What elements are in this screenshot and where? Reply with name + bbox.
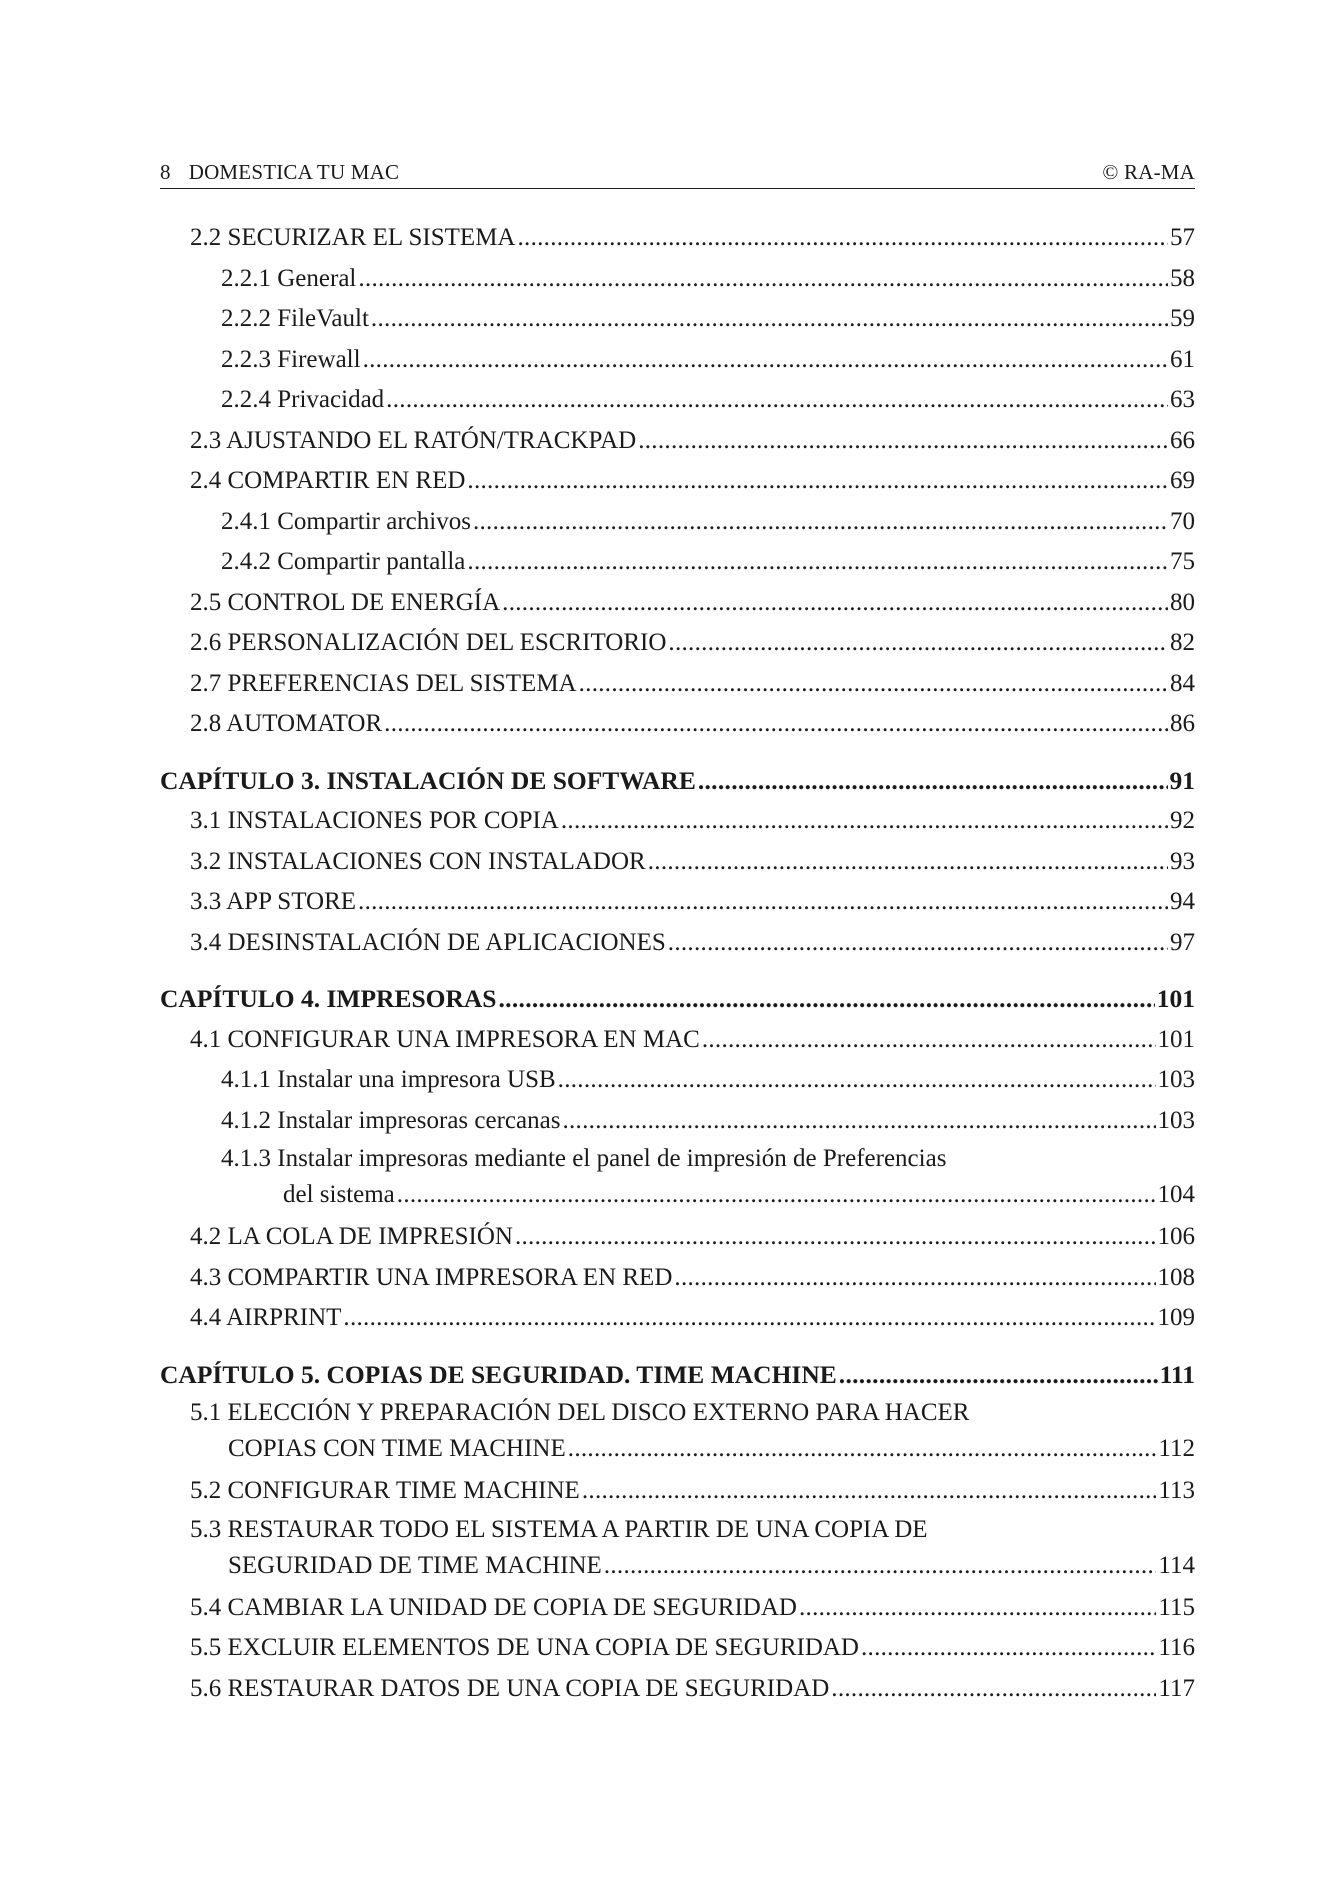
toc-title: 2.2.3 Firewall [221,345,361,373]
toc-title: 4.3 COMPARTIR UNA IMPRESORA EN RED [190,1263,673,1291]
toc-page-number: 57 [1170,224,1195,251]
toc-subsection[interactable] [160,299,1195,340]
toc-title-continuation: SEGURIDAD DE TIME MACHINE [228,1551,602,1579]
toc-section[interactable] [160,842,1195,883]
book-title: DOMESTICA TU MAC [188,160,400,184]
toc-page-number: 111 [1159,1359,1195,1389]
toc-page-number: 61 [1170,345,1195,373]
toc-title: 5.3 RESTAURAR TODO EL SISTEMA A PARTIR DE UNA COPIA DE [190,1515,928,1543]
page-number: 8 [160,160,171,184]
toc-title: 3.4 DESINSTALACIÓN DE APLICACIONES [190,928,666,956]
dot-leader [579,664,1168,705]
toc-section[interactable] [160,218,1195,259]
toc-title-continuation: COPIAS CON TIME MACHINE [228,1435,566,1462]
toc-subsection[interactable] [160,1141,1195,1213]
dot-leader [515,1217,1156,1258]
toc-title-continuation-line [190,1431,1195,1467]
toc-title: CAPÍTULO 5. COPIAS DE SEGURIDAD. TIME MACHINE [160,1359,837,1389]
toc-page-number: 116 [1158,1634,1195,1661]
dot-leader [467,461,1168,502]
toc-section[interactable] [160,704,1195,745]
header-rule [160,188,1195,189]
toc-page-number: 86 [1170,710,1195,737]
dot-leader [674,1258,1155,1299]
toc-title: 3.1 INSTALACIONES POR COPIA [190,807,559,834]
dot-leader [363,340,1168,381]
toc-page-number: 63 [1170,386,1195,413]
dot-leader [668,923,1168,964]
toc-title: 4.4 AIRPRINT [190,1304,342,1331]
toc-title-continuation: del sistema [283,1181,395,1208]
toc-title: 5.2 CONFIGURAR TIME MACHINE [190,1477,580,1504]
toc-page-number: 117 [1158,1674,1195,1702]
toc-section[interactable] [160,1258,1195,1299]
toc-page-number: 112 [1158,1435,1195,1462]
toc-title-continuation-line [190,1548,1195,1584]
toc-title-continuation-line [221,1177,1195,1213]
toc-title: 4.1.1 Instalar una impresora USB [221,1066,556,1093]
dot-leader [561,801,1168,842]
toc-subsection[interactable] [160,380,1195,421]
toc-title: 2.2.4 Privacidad [221,386,385,413]
dot-leader [386,380,1168,421]
toc-subsection[interactable] [160,340,1195,381]
toc-title: 3.3 APP STORE [190,888,357,915]
toc-page-number: 75 [1170,548,1195,575]
toc-section[interactable] [160,623,1195,664]
toc-title: 2.3 AJUSTANDO EL RATÓN/TRACKPAD [190,426,637,454]
toc-page-number: 84 [1170,669,1195,697]
toc-page-number: 108 [1157,1263,1195,1291]
dot-leader [558,1060,1156,1101]
toc-page-number: 93 [1170,847,1195,875]
toc-title: 2.6 PERSONALIZACIÓN DEL ESCRITORIO [190,629,667,656]
dot-leader [467,542,1168,583]
toc-page-number: 109 [1157,1304,1195,1331]
toc-title: 2.4.2 Compartir pantalla [221,548,466,575]
toc-subsection[interactable] [160,1060,1195,1101]
toc-section[interactable] [160,461,1195,502]
toc-page-number: 66 [1170,426,1195,454]
toc-title: 5.1 ELECCIÓN Y PREPARACIÓN DEL DISCO EXTERNO PARA HACER [190,1399,970,1426]
dot-leader [517,218,1168,259]
dot-leader [473,502,1168,543]
toc-section[interactable] [160,801,1195,842]
dot-leader [358,882,1168,923]
dot-leader [397,1177,1156,1213]
toc-section[interactable] [160,1669,1195,1710]
dot-leader [839,1355,1158,1396]
toc-page-number: 101 [1156,984,1195,1013]
toc-title: 2.2.2 FileVault [221,305,369,332]
running-header [160,160,1195,185]
toc-page-number: 113 [1158,1477,1195,1504]
toc-page-number: 91 [1169,765,1195,795]
toc-page-number: 103 [1157,1106,1195,1134]
toc-title: 2.5 CONTROL DE ENERGÍA [190,588,501,616]
dot-leader [668,623,1168,664]
toc-page-number: 80 [1170,588,1195,616]
toc-subsection[interactable] [160,542,1195,583]
toc-page-number: 97 [1170,928,1195,956]
toc-section[interactable] [160,1628,1195,1669]
toc-page-number: 104 [1157,1181,1195,1208]
header-left [160,160,417,185]
toc-section[interactable] [160,1588,1195,1629]
dot-leader [384,704,1168,745]
toc-title: 5.5 EXCLUIR ELEMENTOS DE UNA COPIA DE SEGURIDAD [190,1634,859,1661]
toc-title: 2.4 COMPARTIR EN RED [190,467,466,494]
dot-leader [604,1548,1157,1584]
toc-chapter[interactable] [160,1355,1195,1396]
dot-leader [358,259,1168,300]
toc-page-number: 106 [1157,1223,1195,1250]
dot-leader [638,421,1168,462]
toc-title: 2.4.1 Compartir archivos [221,507,471,535]
dot-leader [343,1298,1155,1339]
toc-section[interactable] [160,664,1195,705]
dot-leader [861,1628,1156,1669]
toc-page-number: 82 [1170,629,1195,656]
toc-page-number: 59 [1170,305,1195,332]
dot-leader [831,1669,1156,1710]
toc-page-number: 115 [1158,1593,1195,1621]
toc-section[interactable] [160,1217,1195,1258]
toc-section[interactable] [160,1395,1195,1467]
toc-title: 4.2 LA COLA DE IMPRESIÓN [190,1223,513,1250]
toc-section[interactable] [160,1471,1195,1512]
toc-title: 2.2.1 General [221,264,357,292]
dot-leader [799,1588,1156,1629]
toc-section[interactable] [160,1020,1195,1061]
publisher-mark: © RA-MA [1102,160,1195,184]
toc-title: 3.2 INSTALACIONES CON INSTALADOR [190,847,646,875]
toc-title: 5.4 CAMBIAR LA UNIDAD DE COPIA DE SEGURIDAD [190,1593,797,1621]
dot-leader [499,979,1155,1020]
dot-leader [698,761,1168,802]
toc-page-number: 94 [1170,888,1195,915]
toc-subsection[interactable] [160,259,1195,300]
dot-leader [371,299,1168,340]
toc-chapter[interactable] [160,979,1195,1020]
toc-section[interactable] [160,583,1195,624]
toc-title: 4.1 CONFIGURAR UNA IMPRESORA EN MAC [190,1025,700,1053]
toc-title: 4.1.3 Instalar impresoras mediante el panel de impresión de Preferencias [221,1145,947,1172]
toc-page-number: 92 [1170,807,1195,834]
toc-title: 2.7 PREFERENCIAS DEL SISTEMA [190,669,577,697]
toc-section[interactable] [160,1512,1195,1584]
table-of-contents [160,218,1195,1709]
toc-page-number: 70 [1170,507,1195,535]
toc-subsection[interactable] [160,1101,1195,1142]
toc-title: 2.2 SECURIZAR EL SISTEMA [190,224,516,251]
toc-page-number: 103 [1157,1066,1195,1093]
toc-title: 4.1.2 Instalar impresoras cercanas [221,1106,561,1134]
toc-chapter[interactable] [160,761,1195,802]
toc-title: 5.6 RESTAURAR DATOS DE UNA COPIA DE SEGURIDAD [190,1674,830,1702]
dot-leader [702,1020,1156,1061]
dot-leader [648,842,1168,883]
toc-subsection[interactable] [160,502,1195,543]
dot-leader [502,583,1168,624]
dot-leader [582,1471,1157,1512]
toc-section[interactable] [160,421,1195,462]
toc-page-number: 69 [1170,467,1195,494]
toc-page-number: 58 [1170,264,1195,292]
toc-title: CAPÍTULO 3. INSTALACIÓN DE SOFTWARE [160,765,696,795]
toc-section[interactable] [160,923,1195,964]
toc-page-number: 101 [1157,1025,1195,1053]
toc-section[interactable] [160,1298,1195,1339]
toc-page-number: 114 [1158,1551,1195,1579]
toc-section[interactable] [160,882,1195,923]
toc-title: CAPÍTULO 4. IMPRESORAS [160,984,497,1013]
dot-leader [562,1101,1155,1142]
toc-title: 2.8 AUTOMATOR [190,710,383,737]
dot-leader [568,1431,1157,1467]
